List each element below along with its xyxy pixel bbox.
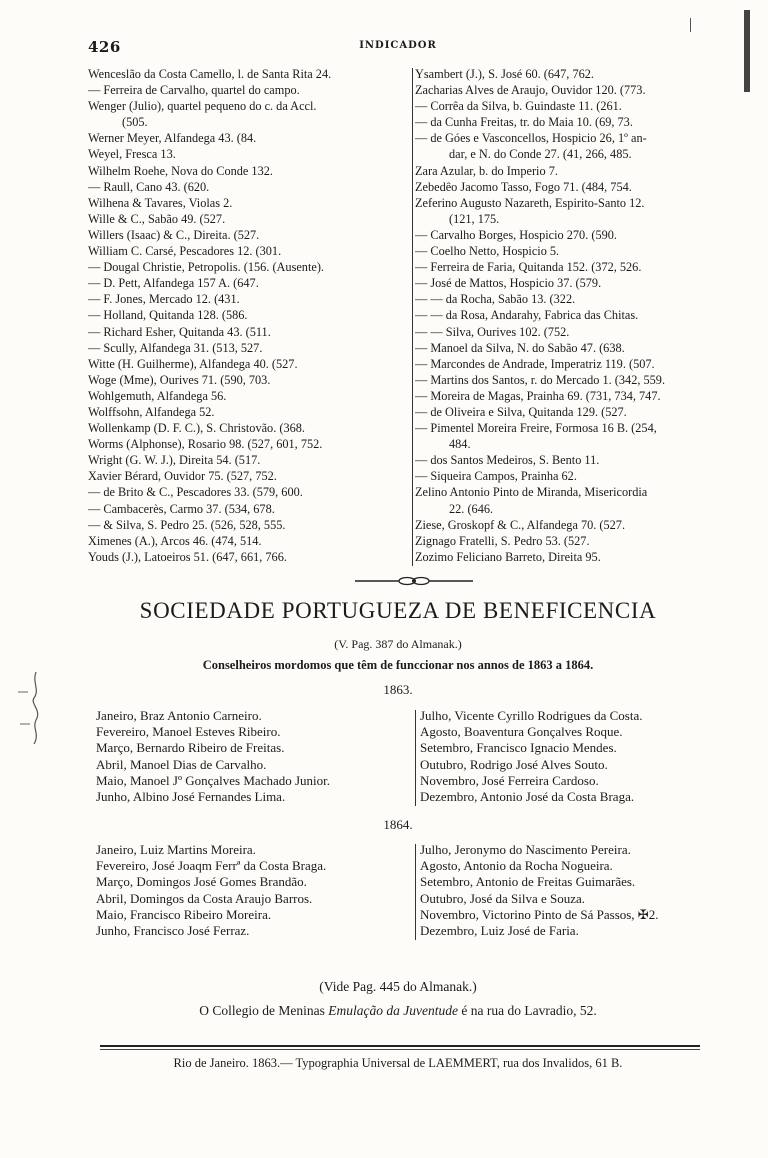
index-entry: 484.	[449, 437, 471, 452]
index-entry: — F. Jones, Mercado 12. (431.	[88, 292, 240, 307]
month-councillor: Fevereiro, Manoel Esteves Ribeiro.	[96, 724, 281, 740]
footer-rule-thin	[100, 1049, 700, 1050]
index-entry: — Pimentel Moreira Freire, Formosa 16 B. (254,	[415, 421, 657, 436]
index-entry: Wright (G. W. J.), Direita 54. (517.	[88, 453, 261, 468]
index-entry: — da Cunha Freitas, tr. do Maia 10. (69, 73.	[415, 115, 633, 130]
year-heading-1864: 1864.	[383, 817, 413, 832]
index-entry: Wenger (Julio), quartel pequeno do c. da Accl.	[88, 99, 317, 114]
index-entry: Ximenes (A.), Arcos 46. (474, 514.	[88, 533, 262, 548]
months-divider	[415, 844, 416, 940]
margin-scribble-mark	[14, 668, 58, 748]
index-entry: Zacharias Alves de Araujo, Ouvidor 120. (773.	[415, 83, 646, 98]
index-entry: — — Silva, Ourives 102. (752.	[415, 324, 570, 339]
month-councillor: Outubro, José da Silva e Souza.	[420, 890, 586, 906]
index-entry: Xavier Bérard, Ouvidor 75. (527, 752.	[88, 469, 277, 484]
month-councillor: Junho, Francisco José Ferraz.	[96, 923, 250, 939]
conselheiros-heading: Conselheiros mordomos que têm de funccionar nos annos de 1863 a 1864.	[202, 658, 594, 672]
index-entry: — de Oliveira e Silva, Quitanda 129. (527.	[415, 404, 627, 419]
index-entry: — Raull, Cano 43. (620.	[88, 179, 210, 194]
index-left-column	[88, 66, 411, 565]
index-entry: — Scully, Alfandega 31. (513, 527.	[88, 340, 263, 355]
month-councillor: Março, Bernardo Ribeiro de Freitas.	[96, 740, 285, 756]
index-entry: — de Góes e Vasconcellos, Hospicio 26, 1º an-	[415, 131, 647, 146]
index-entry: — Siqueira Campos, Prainha 62.	[415, 469, 577, 484]
month-councillor: Agosto, Antonio da Rocha Nogueira.	[420, 858, 613, 874]
index-entry: — José de Mattos, Hospicio 37. (579.	[415, 276, 602, 291]
month-councillor: Maio, Manoel Jº Gonçalves Machado Junior.	[96, 772, 331, 788]
index-entry: Weyel, Fresca 13.	[88, 147, 176, 162]
collegio-suffix: é na rua do Lavradio, 52.	[458, 1003, 597, 1018]
month-councillor: Dezembro, Luiz José de Faria.	[420, 923, 579, 939]
index-entry: — Cambacerès, Carmo 37. (534, 678.	[88, 501, 275, 516]
index-entry: Woge (Mme), Ourives 71. (590, 703.	[88, 372, 271, 387]
society-title: SOCIEDADE PORTUGUEZA DE BENEFICENCIA	[139, 598, 657, 623]
index-entry: — Carvalho Borges, Hospicio 270. (590.	[415, 227, 617, 242]
months-table-1864	[96, 842, 716, 942]
index-entry: Zignago Fratelli, S. Pedro 53. (527.	[415, 533, 590, 548]
month-councillor: Abril, Domingos da Costa Araujo Barros.	[96, 890, 313, 906]
month-councillor: Maio, Francisco Ribeiro Moreira.	[96, 906, 272, 922]
index-entry: Wenceslão da Costa Camello, l. de Santa Rita 24.	[88, 67, 332, 81]
month-councillor: Abril, Manoel Dias de Carvalho.	[96, 756, 267, 772]
month-councillor: Julho, Jeronymo do Nascimento Pereira.	[420, 842, 631, 857]
index-entry: — — da Rocha, Sabão 13. (322.	[415, 292, 576, 307]
index-entry: Zelino Antonio Pinto de Miranda, Misericordia	[415, 485, 648, 500]
index-entry: William C. Carsé, Pescadores 12. (301.	[88, 244, 282, 259]
months-first-half	[96, 842, 414, 939]
month-councillor: Setembro, Francisco Ignacio Mendes.	[420, 740, 617, 756]
months-second-half	[420, 708, 720, 805]
month-councillor: Janeiro, Braz Antonio Carneiro.	[96, 708, 262, 723]
printer-imprint: Rio de Janeiro. 1863.— Typographia Universal de LAEMMERT, rua dos Invalidos, 61 B.	[173, 1056, 623, 1070]
index-entry: Wolffsohn, Alfandega 52.	[88, 404, 215, 419]
index-entry: Youds (J.), Latoeiros 51. (647, 661, 766.	[88, 549, 287, 564]
column-divider	[412, 68, 413, 566]
month-councillor: Agosto, Boaventura Gonçalves Roque.	[420, 724, 623, 740]
month-councillor: Março, Domingos José Gomes Brandão.	[96, 874, 307, 890]
index-entry: Zara Azular, b. do Imperio 7.	[415, 163, 558, 178]
month-councillor: Junho, Albino José Fernandes Lima.	[96, 789, 286, 805]
year-heading-1863: 1863.	[383, 682, 413, 697]
index-entry: — de Brito & C., Pescadores 33. (579, 600.	[88, 485, 303, 500]
index-entry: Zozimo Feliciano Barreto, Direita 95.	[415, 549, 601, 564]
vide-note: (Vide Pag. 445 do Almanak.)	[319, 979, 477, 994]
index-entry: — Moreira de Magas, Prainha 69. (731, 734, 747.	[415, 388, 661, 403]
month-councillor: Setembro, Antonio de Freitas Guimarães.	[420, 874, 636, 890]
index-entry: Wilhelm Roehe, Nova do Conde 132.	[88, 163, 273, 178]
index-entry: — Dougal Christie, Petropolis. (156. (Ausente).	[88, 260, 325, 275]
page-header	[88, 38, 708, 58]
index-entry: Wohlgemuth, Alfandega 56.	[88, 388, 227, 403]
index-entry: — Ferreira de Faria, Quitanda 152. (372, 526.	[415, 260, 642, 275]
index-entry: — Manoel da Silva, N. do Sabão 47. (638.	[415, 340, 625, 355]
month-councillor: Julho, Vicente Cyrillo Rodrigues da Costa.	[420, 708, 643, 723]
index-entry: 22. (646.	[449, 501, 494, 516]
month-councillor: Dezembro, Antonio José da Costa Braga.	[420, 789, 635, 805]
collegio-note	[88, 1003, 708, 1019]
page-number: 426	[88, 38, 121, 56]
index-entry: Zebedêo Jacomo Tasso, Fogo 71. (484, 754.	[415, 179, 632, 194]
index-entry: Wilhena & Tavares, Violas 2.	[88, 195, 233, 210]
index-entry: Ziese, Groskopf & C., Alfandega 70. (527.	[415, 517, 626, 532]
index-entry: — Marcondes de Andrade, Imperatriz 119. (507.	[415, 356, 655, 371]
index-entry: — — da Rosa, Andarahy, Fabrica das Chitas.	[415, 308, 639, 323]
ornament-divider	[355, 574, 473, 588]
months-table-1863	[96, 708, 716, 808]
page-edge-mark	[744, 10, 750, 92]
index-entry: dar, e N. do Conde 27. (41, 266, 485.	[449, 147, 632, 162]
index-entry: Wollenkamp (D. F. C.), S. Christovão. (368.	[88, 421, 305, 436]
index-entry: Ysambert (J.), S. José 60. (647, 762.	[415, 67, 594, 81]
index-entry: — Richard Esher, Quitanda 43. (511.	[88, 324, 271, 339]
index-entry: — Coelho Netto, Hospicio 5.	[415, 244, 560, 259]
collegio-prefix: O Collegio de Meninas	[199, 1003, 329, 1018]
index-entry: Werner Meyer, Alfandega 43. (84.	[88, 131, 257, 146]
index-entry: — D. Pett, Alfandega 157 A. (647.	[88, 276, 259, 291]
month-councillor: Fevereiro, José Joaqm Ferrª da Costa Braga.	[96, 858, 327, 874]
index-entry: — Holland, Quitanda 128. (586.	[88, 308, 248, 323]
index-right-column	[415, 66, 710, 565]
almanak-reference: (V. Pag. 387 do Almanak.)	[334, 637, 462, 651]
index-entry: — Corrêa da Silva, b. Guindaste 11. (261.	[415, 99, 622, 114]
index-entry: — Martins dos Santos, r. do Mercado 1. (342, 559.	[415, 372, 666, 387]
collegio-name: Emulação da Juventude	[328, 1003, 458, 1018]
page-edge-tick	[690, 18, 691, 32]
running-head: INDICADOR	[359, 40, 437, 51]
months-divider	[415, 710, 416, 806]
index-entry: Witte (H. Guilherme), Alfandega 40. (527.	[88, 356, 298, 371]
index-entry: Worms (Alphonse), Rosario 98. (527, 601, 752.	[88, 437, 323, 452]
index-entry: — dos Santos Medeiros, S. Bento 11.	[415, 453, 600, 468]
index-entry: (121, 175.	[449, 211, 500, 226]
index-entry: (505.	[122, 115, 148, 130]
month-councillor: Janeiro, Luiz Martins Moreira.	[96, 842, 256, 857]
index-entry: Willers (Isaac) & C., Direita. (527.	[88, 227, 260, 242]
month-councillor: Outubro, Rodrigo José Alves Souto.	[420, 756, 608, 772]
index-entry: Zeferino Augusto Nazareth, Espirito-Santo 12.	[415, 195, 645, 210]
footer-rule-thick	[100, 1045, 700, 1047]
month-councillor: Novembro, Victorino Pinto de Sá Passos, ✠2.	[420, 906, 659, 922]
months-second-half	[420, 842, 720, 939]
index-entry: — Ferreira de Carvalho, quartel do campo.	[88, 83, 300, 98]
index-entry: — & Silva, S. Pedro 25. (526, 528, 555.	[88, 517, 286, 532]
month-councillor: Novembro, José Ferreira Cardoso.	[420, 772, 599, 788]
index-entry: Wille & C., Sabão 49. (527.	[88, 211, 226, 226]
index-listing	[88, 66, 710, 566]
months-first-half	[96, 708, 414, 805]
